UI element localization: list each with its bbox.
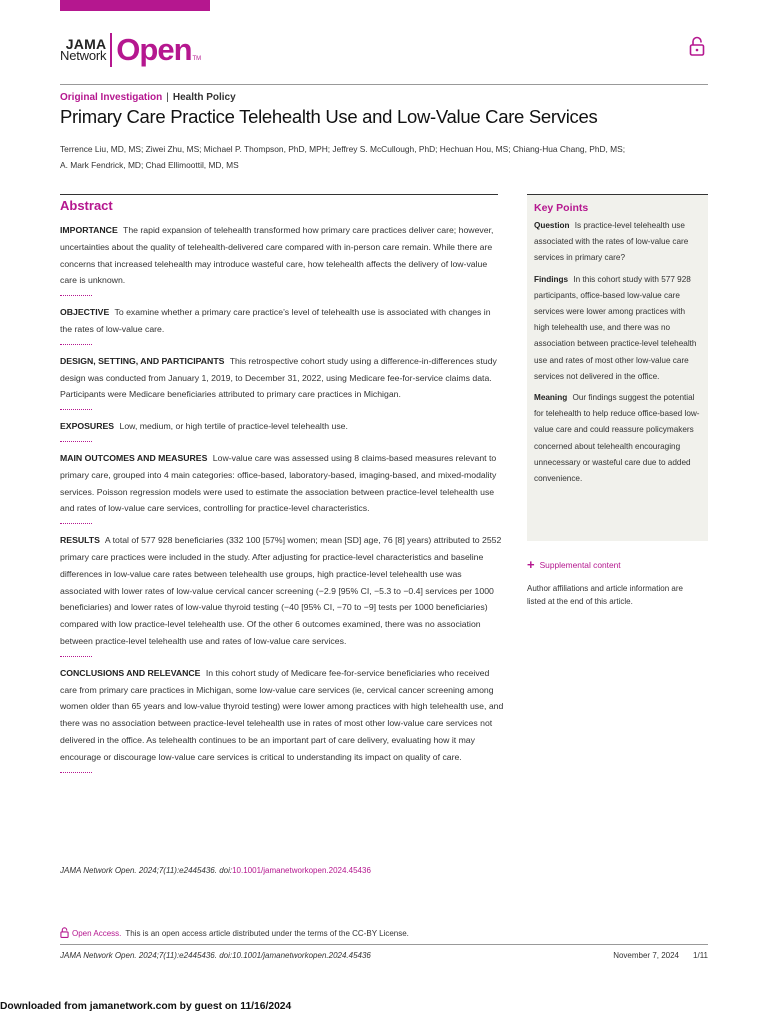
logo-divider [110, 33, 112, 67]
key-point-text: In this cohort study with 577 928 participants, office-based low-value care services were lower among practices with high telehealth use, and there was no association between practice-level telehealth use and rates of most other low-value care services not delivered in the office. [534, 274, 697, 381]
section-label: CONCLUSIONS AND RELEVANCE [60, 667, 201, 678]
open-access-notice [60, 927, 409, 940]
section-label: RESULTS [60, 535, 100, 546]
top-accent-bar [60, 0, 210, 11]
footer-rule [60, 944, 708, 945]
section-text: Low, medium, or high tertile of practice-level telehealth use. [119, 421, 348, 432]
footer-date: November 7, 2024 [613, 951, 680, 960]
section-text: To examine whether a primary care practice’s level of telehealth use is associated with changes in the rates of low-value care. [60, 307, 491, 334]
logo-wordmark [60, 38, 106, 62]
article-category[interactable]: Health Policy [172, 92, 236, 103]
key-point-findings [534, 272, 700, 385]
open-lock-icon [60, 927, 69, 940]
abstract-objective [60, 304, 504, 338]
abstract-heading: Abstract [60, 198, 113, 213]
footer-citation: JAMA Network Open. 2024;7(11):e2445436. doi:10.1001/jamanetworkopen.2024.45436 [60, 951, 371, 960]
authors-line: Terrence Liu, MD, MS; Ziwei Zhu, MS; Michael P. Thompson, PhD, MPH; Jeffrey S. McCullough, PhD; Hechuan Hou, MS; Chiang-Hua Chang, PhD, MS; [60, 144, 626, 154]
jama-network-open-logo[interactable] [60, 32, 201, 68]
authors-line: A. Mark Fendrick, MD; Chad Ellimoottil, MD, MS [60, 160, 239, 170]
open-access-label[interactable]: Open Access. [72, 929, 122, 938]
author-list [60, 141, 660, 173]
section-divider [60, 656, 92, 657]
abstract-results [60, 532, 504, 650]
abstract-importance [60, 222, 504, 289]
affiliations-note: Author affiliations and article information are listed at the end of this article. [527, 584, 683, 606]
key-point-text: Is practice-level telehealth use associated with the rates of low-value care services in primary care? [534, 221, 689, 263]
abstract-outcomes [60, 450, 504, 517]
abstract-exposures [60, 418, 504, 435]
logo-trademark: TM [192, 56, 202, 62]
breadcrumb-separator: | [166, 92, 169, 103]
section-divider [60, 344, 92, 345]
article-title: Primary Care Practice Telehealth Use and Low-Value Care Services [60, 106, 598, 127]
section-label: EXPOSURES [60, 421, 115, 432]
section-text: This retrospective cohort study using a difference-in-differences study design was conducted from January 1, 2019, to December 31, 2022, using Medicare fee-for-service claims data. Participants were Medicare beneficiaries attributed to primary care practices in Michigan. [60, 355, 497, 400]
key-point-meaning [534, 390, 700, 487]
abstract-body [60, 222, 504, 781]
key-point-label: Question [534, 221, 570, 230]
supplemental-content-link[interactable] [527, 557, 621, 572]
key-point-question [534, 218, 700, 267]
citation-text: JAMA Network Open. 2024;7(11):e2445436. doi: [60, 866, 233, 875]
doi-link[interactable]: 10.1001/jamanetworkopen.2024.45436 [232, 866, 371, 875]
supplemental-label: Supplemental content [539, 560, 621, 570]
section-text: In this cohort study of Medicare fee-for-service beneficiaries who received care from primary care practices in Michigan, some low-value care services (ie, cervical cancer screening among women older than 65 years and low-value thyroid testing) were lower among practices with high telehealth use, and there was no association between practice-level telehealth use in rates of most other low-value care services not delivered in the office. As telehealth continues to be an important part of care delivery, evaluating how it may encourage or discourage low-value care services is critical to understanding its impact on quality of care. [60, 667, 504, 762]
key-points-heading: Key Points [534, 202, 589, 214]
section-label: MAIN OUTCOMES AND MEASURES [60, 452, 208, 463]
header-rule [60, 84, 708, 85]
abstract-conclusions [60, 665, 504, 766]
article-type[interactable]: Original Investigation [60, 92, 163, 103]
footer-right [613, 951, 708, 960]
key-points-box [527, 194, 708, 541]
abstract-rule [60, 194, 498, 195]
section-text: A total of 577 928 beneficiaries (332 100 [57%] women; mean [SD] age, 76 [8] years) attributed to 2552 primary care practices were included in the study. After adjusting for practice-level characteristics and baseline differences in low-value care rates between telehealth use groups, high practice-level telehealth use was associated with lower rates of low-value cervical cancer screening (−2.9 [95% CI, −5.3 to −0.4] services per 1000 beneficiaries) and lower rates of low-value thyroid testing (−40 [95% CI, −70 to −9] tests per 1000 beneficiaries) compared with low practice-level telehealth use. Of the other 6 outcomes examined, there was no association between practice-level telehealth use and rates of low-value care services. [60, 535, 502, 646]
abstract-citation [60, 866, 371, 875]
logo-network-text: Network [60, 48, 107, 63]
open-lock-icon [689, 36, 705, 61]
section-label: OBJECTIVE [60, 307, 110, 318]
article-breadcrumb [60, 92, 236, 103]
section-divider [60, 523, 92, 524]
key-points-body [534, 218, 700, 487]
section-divider [60, 409, 92, 410]
abstract-design [60, 353, 504, 403]
footer-page-number: 1/11 [693, 951, 708, 960]
open-access-text: This is an open access article distributed under the terms of the CC-BY License. [125, 929, 409, 938]
section-label: IMPORTANCE [60, 225, 118, 235]
section-divider [60, 441, 92, 442]
key-point-label: Findings [534, 274, 569, 284]
section-divider [60, 295, 92, 296]
section-label: DESIGN, SETTING, AND PARTICIPANTS [60, 355, 225, 366]
page-footer [60, 951, 708, 960]
plus-icon: + [527, 557, 535, 572]
section-divider [60, 772, 92, 773]
logo-open-text: Open [116, 32, 192, 67]
section-text: The rapid expansion of telehealth transformed how primary care practices deliver care; however, uncertainties about the quality of telehealth-delivered care compared with in-person care remain. While there are concerns that increased telehealth may introduce wasteful care, how telehealth affects the delivery of low-value care is unknown. [60, 225, 494, 286]
download-watermark: Downloaded from jamanetwork.com by guest on 11/16/2024 [0, 1001, 292, 1012]
key-point-label: Meaning [534, 393, 568, 403]
logo-jama-text: JAMA [65, 36, 107, 52]
section-text: Low-value care was assessed using 8 claims-based measures relevant to primary care, grouped into 4 main categories: office-based, laboratory-based, imaging-based, and mixed-modality services. Poisson regression models were used to estimate the association between practice-level telehealth use and rates of low-value care services, controlling for practice-level characteristics. [60, 452, 497, 514]
key-point-text: Our findings suggest the potential for telehealth to help reduce office-based low-value care and could reassure policymakers concerned about telehealth encouraging unnecessary or wasteful care due to added convenience. [534, 393, 700, 484]
